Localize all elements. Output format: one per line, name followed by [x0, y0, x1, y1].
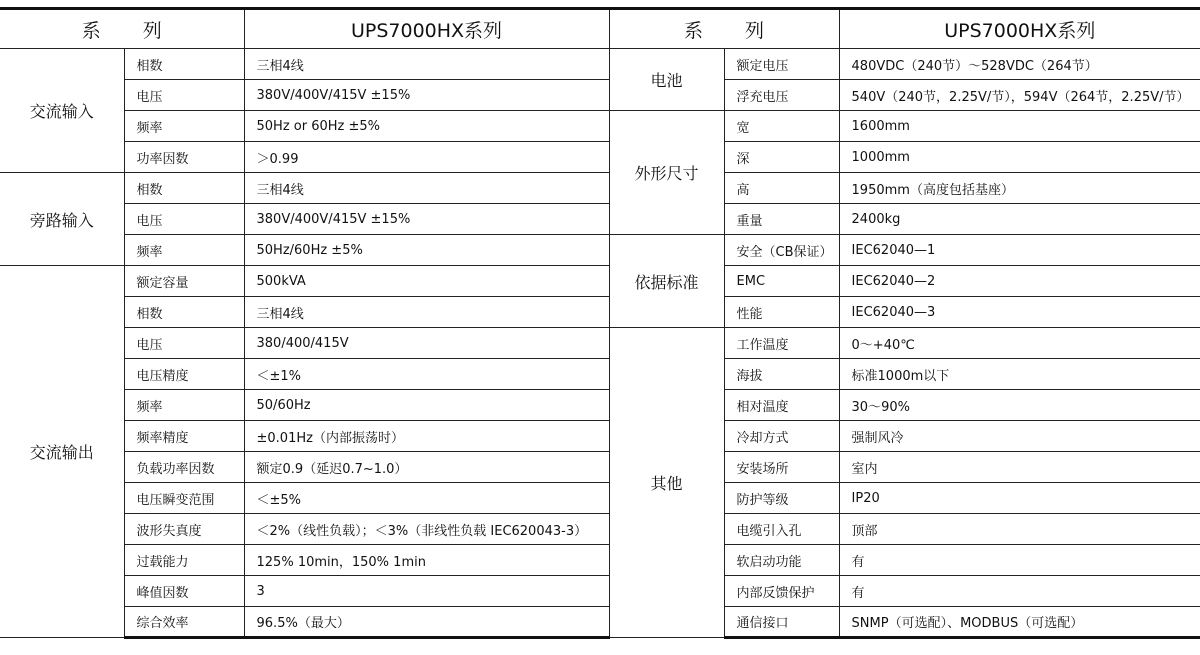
- value-cell: 1600mm: [839, 111, 1200, 142]
- group-ac-input: 交流输入: [0, 49, 124, 173]
- group-standards: 依据标准: [609, 235, 724, 328]
- param-cell: 安装场所: [724, 452, 839, 483]
- param-cell: 宽: [724, 111, 839, 142]
- header-row: [0, 9, 1200, 49]
- left-model-header: UPS7000HX系列: [244, 9, 609, 49]
- value-cell: IP20: [839, 483, 1200, 514]
- value-cell: 三相4线: [244, 173, 609, 204]
- group-battery: 电池: [609, 49, 724, 111]
- value-cell: 380/400/415V: [244, 328, 609, 359]
- value-cell: 3: [244, 576, 609, 607]
- param-cell: 防护等级: [724, 483, 839, 514]
- param-cell: 冷却方式: [724, 421, 839, 452]
- param-cell: 相数: [124, 49, 244, 80]
- param-cell: 电压: [124, 80, 244, 111]
- value-cell: 30～90%: [839, 390, 1200, 421]
- table-row: [0, 111, 1200, 142]
- left-series-header: 系 列: [0, 9, 244, 49]
- value-cell: 有: [839, 576, 1200, 607]
- table-row: [0, 545, 1200, 576]
- param-cell: 电压: [124, 204, 244, 235]
- table-row: [0, 235, 1200, 266]
- value-cell: SNMP（可选配）、MODBUS（可选配）: [839, 607, 1200, 638]
- value-cell: IEC62040—3: [839, 297, 1200, 328]
- param-cell: 工作温度: [724, 328, 839, 359]
- table-row: [0, 173, 1200, 204]
- value-cell: 125% 10min，150% 1min: [244, 545, 609, 576]
- value-cell: 三相4线: [244, 297, 609, 328]
- param-cell: 频率: [124, 235, 244, 266]
- param-cell: 相数: [124, 173, 244, 204]
- param-cell: EMC: [724, 266, 839, 297]
- table-row: [0, 266, 1200, 297]
- param-cell: 电压瞬变范围: [124, 483, 244, 514]
- value-cell: 480VDC（240节）～528VDC（264节）: [839, 49, 1200, 80]
- value-cell: 380V/400V/415V ±15%: [244, 80, 609, 111]
- value-cell: 50/60Hz: [244, 390, 609, 421]
- param-cell: 额定容量: [124, 266, 244, 297]
- param-cell: 电压: [124, 328, 244, 359]
- table-row: [0, 359, 1200, 390]
- value-cell: 强制风冷: [839, 421, 1200, 452]
- value-cell: 有: [839, 545, 1200, 576]
- param-cell: 负载功率因数: [124, 452, 244, 483]
- value-cell: 室内: [839, 452, 1200, 483]
- param-cell: 重量: [724, 204, 839, 235]
- param-cell: 额定电压: [724, 49, 839, 80]
- value-cell: 2400kg: [839, 204, 1200, 235]
- param-cell: 电缆引入孔: [724, 514, 839, 545]
- value-cell: ＞0.99: [244, 142, 609, 173]
- table-row: [0, 204, 1200, 235]
- value-cell: 50Hz/60Hz ±5%: [244, 235, 609, 266]
- table-row: [0, 514, 1200, 545]
- value-cell: 540V（240节，2.25V/节），594V（264节，2.25V/节）: [839, 80, 1200, 111]
- value-cell: 500kVA: [244, 266, 609, 297]
- param-cell: 性能: [724, 297, 839, 328]
- param-cell: 综合效率: [124, 607, 244, 638]
- table-row: [0, 576, 1200, 607]
- table-row: [0, 80, 1200, 111]
- value-cell: ＜±1%: [244, 359, 609, 390]
- param-cell: 通信接口: [724, 607, 839, 638]
- ups-spec-table: [0, 7, 1200, 639]
- table-row: [0, 49, 1200, 80]
- table-row: [0, 142, 1200, 173]
- param-cell: 峰值因数: [124, 576, 244, 607]
- param-cell: 频率: [124, 111, 244, 142]
- param-cell: 过载能力: [124, 545, 244, 576]
- value-cell: 1950mm（高度包括基座）: [839, 173, 1200, 204]
- param-cell: 波形失真度: [124, 514, 244, 545]
- value-cell: IEC62040—2: [839, 266, 1200, 297]
- value-cell: 标准1000m以下: [839, 359, 1200, 390]
- param-cell: 安全（CB保证）: [724, 235, 839, 266]
- value-cell: 96.5%（最大）: [244, 607, 609, 638]
- param-cell: 深: [724, 142, 839, 173]
- spec-table-body: [0, 49, 1200, 638]
- table-row: [0, 421, 1200, 452]
- value-cell: 1000mm: [839, 142, 1200, 173]
- param-cell: 频率: [124, 390, 244, 421]
- param-cell: 相对温度: [724, 390, 839, 421]
- value-cell: 50Hz or 60Hz ±5%: [244, 111, 609, 142]
- param-cell: 相数: [124, 297, 244, 328]
- table-row: [0, 483, 1200, 514]
- group-other: 其他: [609, 328, 724, 638]
- group-ac-output: 交流输出: [0, 266, 124, 638]
- value-cell: 三相4线: [244, 49, 609, 80]
- param-cell: 功率因数: [124, 142, 244, 173]
- value-cell: 顶部: [839, 514, 1200, 545]
- value-cell: 0～+40℃: [839, 328, 1200, 359]
- value-cell: IEC62040—1: [839, 235, 1200, 266]
- table-row: [0, 452, 1200, 483]
- table-row: [0, 390, 1200, 421]
- param-cell: 海拔: [724, 359, 839, 390]
- param-cell: 高: [724, 173, 839, 204]
- param-cell: 软启动功能: [724, 545, 839, 576]
- right-series-header: 系 列: [609, 9, 839, 49]
- param-cell: 电压精度: [124, 359, 244, 390]
- value-cell: ＜±5%: [244, 483, 609, 514]
- group-bypass-input: 旁路输入: [0, 173, 124, 266]
- value-cell: ＜2%（线性负载）；＜3%（非线性负载 IEC620043-3）: [244, 514, 609, 545]
- table-row: [0, 328, 1200, 359]
- table-row: [0, 297, 1200, 328]
- param-cell: 浮充电压: [724, 80, 839, 111]
- value-cell: ±0.01Hz（内部振荡时）: [244, 421, 609, 452]
- param-cell: 频率精度: [124, 421, 244, 452]
- table-row: [0, 607, 1200, 638]
- value-cell: 额定0.9（延迟0.7~1.0）: [244, 452, 609, 483]
- value-cell: 380V/400V/415V ±15%: [244, 204, 609, 235]
- group-dimensions: 外形尺寸: [609, 111, 724, 235]
- param-cell: 内部反馈保护: [724, 576, 839, 607]
- right-model-header: UPS7000HX系列: [839, 9, 1200, 49]
